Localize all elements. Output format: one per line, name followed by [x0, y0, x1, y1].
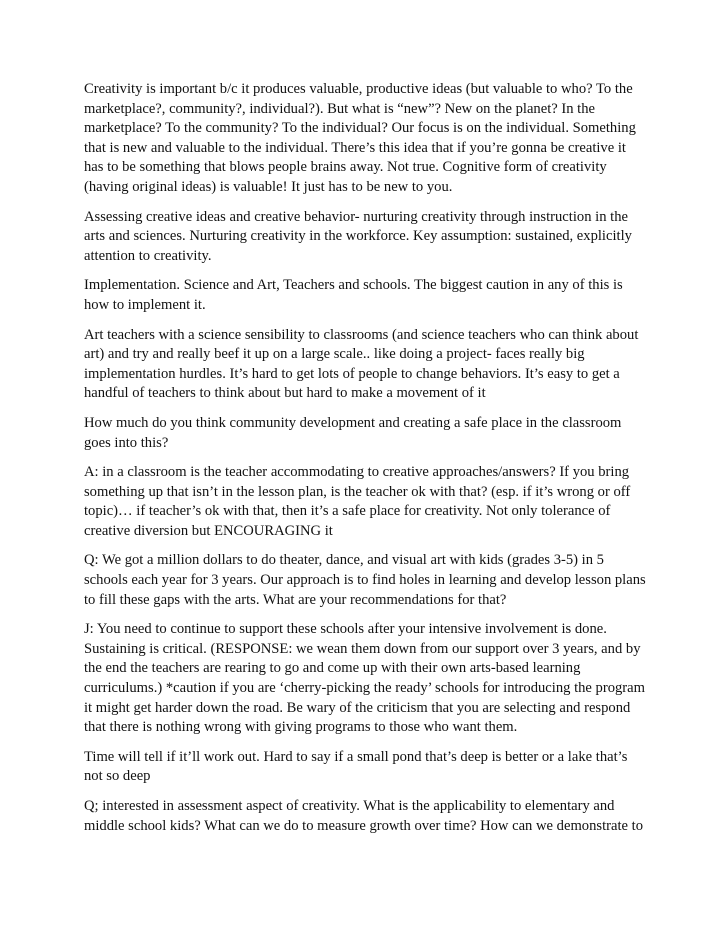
paragraph-implementation: Implementation. Science and Art, Teachers and schools. The biggest caution in any of this is how to implement it.	[84, 277, 623, 313]
paragraph-art-teachers: Art teachers with a science sensibility to classrooms (and science teachers who can think about art) and try and really beef it up on a large scale.. like doing a project- faces really big implementation hurdles. It’s hard to get lots of people to change behaviors. It’s easy to get a handful of teachers to think about but hard to make a movement of it	[84, 326, 639, 402]
paragraph-creativity-importance: Creativity is important b/c it produces valuable, productive ideas (but valuable to who? To the marketplace?, community?, individual?). But what is “new”? New on the planet? In the marketplace? To the community? To the individual? Our focus is on the individual. Something that is new and valuable to the individual. There’s this idea that if you’re gonna be creative it has to be something that blows people brains away. Not true. Cognitive form of creativity (having original ideas) is valuable! It just has to be new to you.	[84, 81, 636, 195]
paragraph-answer-classroom: A: in a classroom is the teacher accommodating to creative approaches/answers? If you bring something up that isn’t in the lesson plan, is the teacher ok with that? (esp. if it’s wrong or off topic)… if teacher’s ok with that, then it’s a safe place for creativity. Not only tolerance of creative diversion but ENCOURAGING it	[84, 464, 631, 539]
paragraph-assessment-question: Q; interested in assessment aspect of creativity. What is the applicability to elementary and middle school kids? What can we do to measure growth over time? How can we demonstrate to	[84, 798, 643, 834]
paragraph-time-will-tell: Time will tell if it’ll work out. Hard to say if a small pond that’s deep is better or a lake that’s not so deep	[84, 748, 628, 785]
paragraph-assessing-creative-ideas: Assessing creative ideas and creative behavior- nurturing creativity through instruction in the arts and sciences. Nurturing creativity in the workforce. Key assumption: sustained, explicitly attention to creativity.	[84, 208, 632, 264]
paragraph-question-million-dollars: Q: We got a million dollars to do theater, dance, and visual art with kids (grades 3-5) in 5 schools each year for 3 years. Our approach is to find holes in learning and develop lesson plans to fill these gaps with the arts. What are your recommendations for that?	[84, 552, 646, 608]
paragraph-community-question: How much do you think community development and creating a safe place in the classroom goes into this?	[84, 414, 622, 451]
paragraph-j-response: J: You need to continue to support these schools after your intensive involvement is done. Sustaining is critical. (RESPONSE: we wean them down from our support over 3 years, and by the end the teachers are rearing to go and come up with their own arts-based learning curriculums.) *caution if you are ‘cherry-picking the ready’ schools for introducing the program it might get harder down the road. Be wary of the criticism that you are selecting and respond that there is nothing wrong with giving programs to those who want them.	[84, 621, 645, 736]
